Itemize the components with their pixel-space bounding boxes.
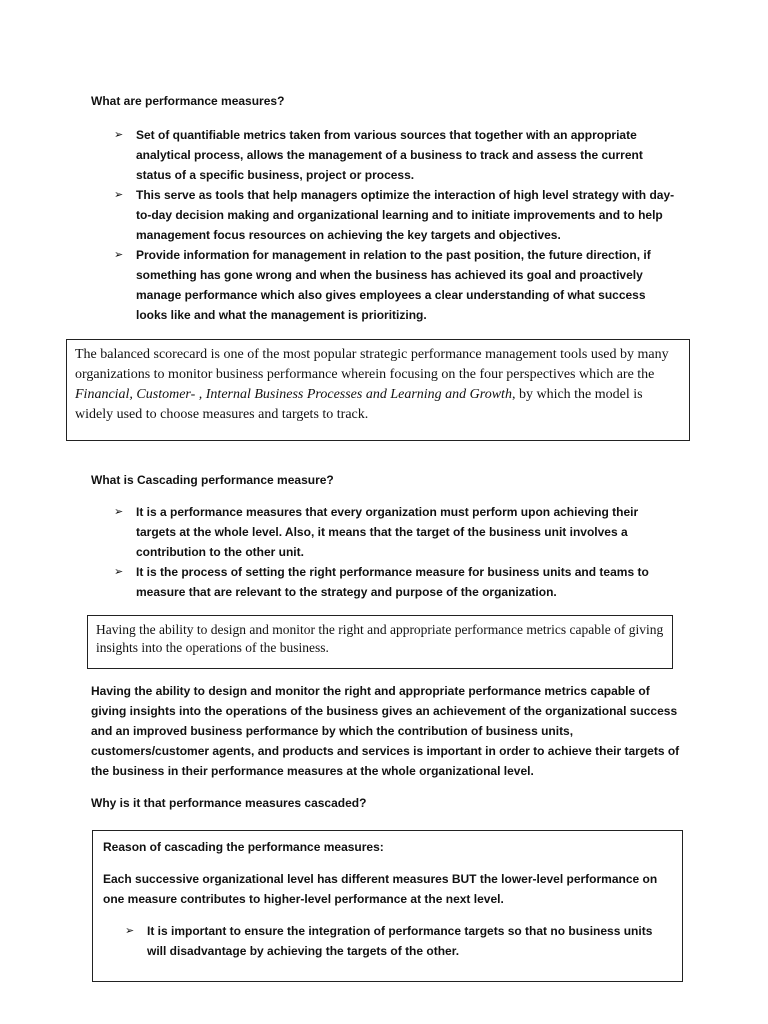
list-item: ➢ Set of quantifiable metrics taken from various sources that together with an appropriate analytical process, allows the management of a business to track and assess the current status of a specific business, project or process. bbox=[114, 125, 680, 185]
arrow-bullet-icon: ➢ bbox=[114, 189, 124, 201]
arrow-bullet-icon: ➢ bbox=[125, 925, 135, 937]
arrow-bullet-icon: ➢ bbox=[114, 506, 124, 518]
ability-paragraph: Having the ability to design and monitor the right and appropriate performance metrics capable of giving insights into the operations of the business gives an achievement of the organizational success and an improved business performance by which the contribution of business units, customers/customer agents, and products and services is important in order to achieve their targets of the business in their performance measures at the whole organizational level. bbox=[91, 684, 680, 778]
list-item: ➢ Provide information for management in relation to the past position, the future direction, if something has gone wrong and when the business has achieved its goal and proactively manage performance which also gives employees a clear understanding of what success looks like and what the management is prioritizing. bbox=[114, 245, 680, 325]
bullet-list-performance-measures bbox=[114, 125, 680, 325]
arrow-bullet-icon: ➢ bbox=[114, 129, 124, 141]
bullet-list-cascading bbox=[114, 502, 674, 602]
heading-why-cascaded: Why is it that performance measures cascaded? bbox=[91, 796, 367, 810]
ability-summary-text: Having the ability to design and monitor the right and appropriate performance metrics capable of giving insights into the operations of the business. bbox=[96, 622, 664, 655]
arrow-bullet-icon: ➢ bbox=[114, 566, 124, 578]
bullet-list-reasons bbox=[103, 921, 672, 961]
reason-body: Each successive organizational level has different measures BUT the lower-level performance on one measure contributes to higher-level performance at the next level. bbox=[103, 872, 658, 906]
list-item: ➢ It is a performance measures that every organization must perform upon achieving their targets at the whole level. Also, it means that the target of the business unit involves a contribution to the other unit. bbox=[114, 502, 674, 562]
heading-performance-measures: What are performance measures? bbox=[91, 94, 285, 108]
perspectives-italic: Financial, Customer- , Internal Business Processes and Learning and Growth bbox=[75, 387, 512, 402]
list-item: ➢ It is important to ensure the integration of performance targets so that no business units will disadvantage by achieving the targets of the other. bbox=[125, 921, 672, 961]
cascading-reason-box bbox=[92, 830, 683, 982]
reason-title: Reason of cascading the performance measures: bbox=[103, 840, 384, 854]
heading-cascading: What is Cascading performance measure? bbox=[91, 473, 334, 487]
list-item: ➢ This serve as tools that help managers optimize the interaction of high level strategy with day-to-day decision making and organizational learning and to initiate improvements and to help management focus resources on achieving the key targets and objectives. bbox=[114, 185, 680, 245]
arrow-bullet-icon: ➢ bbox=[114, 249, 124, 261]
ability-summary-box bbox=[87, 615, 673, 669]
list-item: ➢ It is the process of setting the right performance measure for business units and teams to measure that are relevant to the strategy and purpose of the organization. bbox=[114, 562, 674, 602]
balanced-scorecard-box bbox=[66, 339, 690, 441]
balanced-scorecard-text: The balanced scorecard is one of the most popular strategic performance management tools used by many organizations to monitor business performance wherein focusing on the four perspectives which are the Financial, Customer- , Internal Business Processes and Learning and Growth, by which the model is widely used to choose measures and targets to track. bbox=[75, 347, 669, 422]
